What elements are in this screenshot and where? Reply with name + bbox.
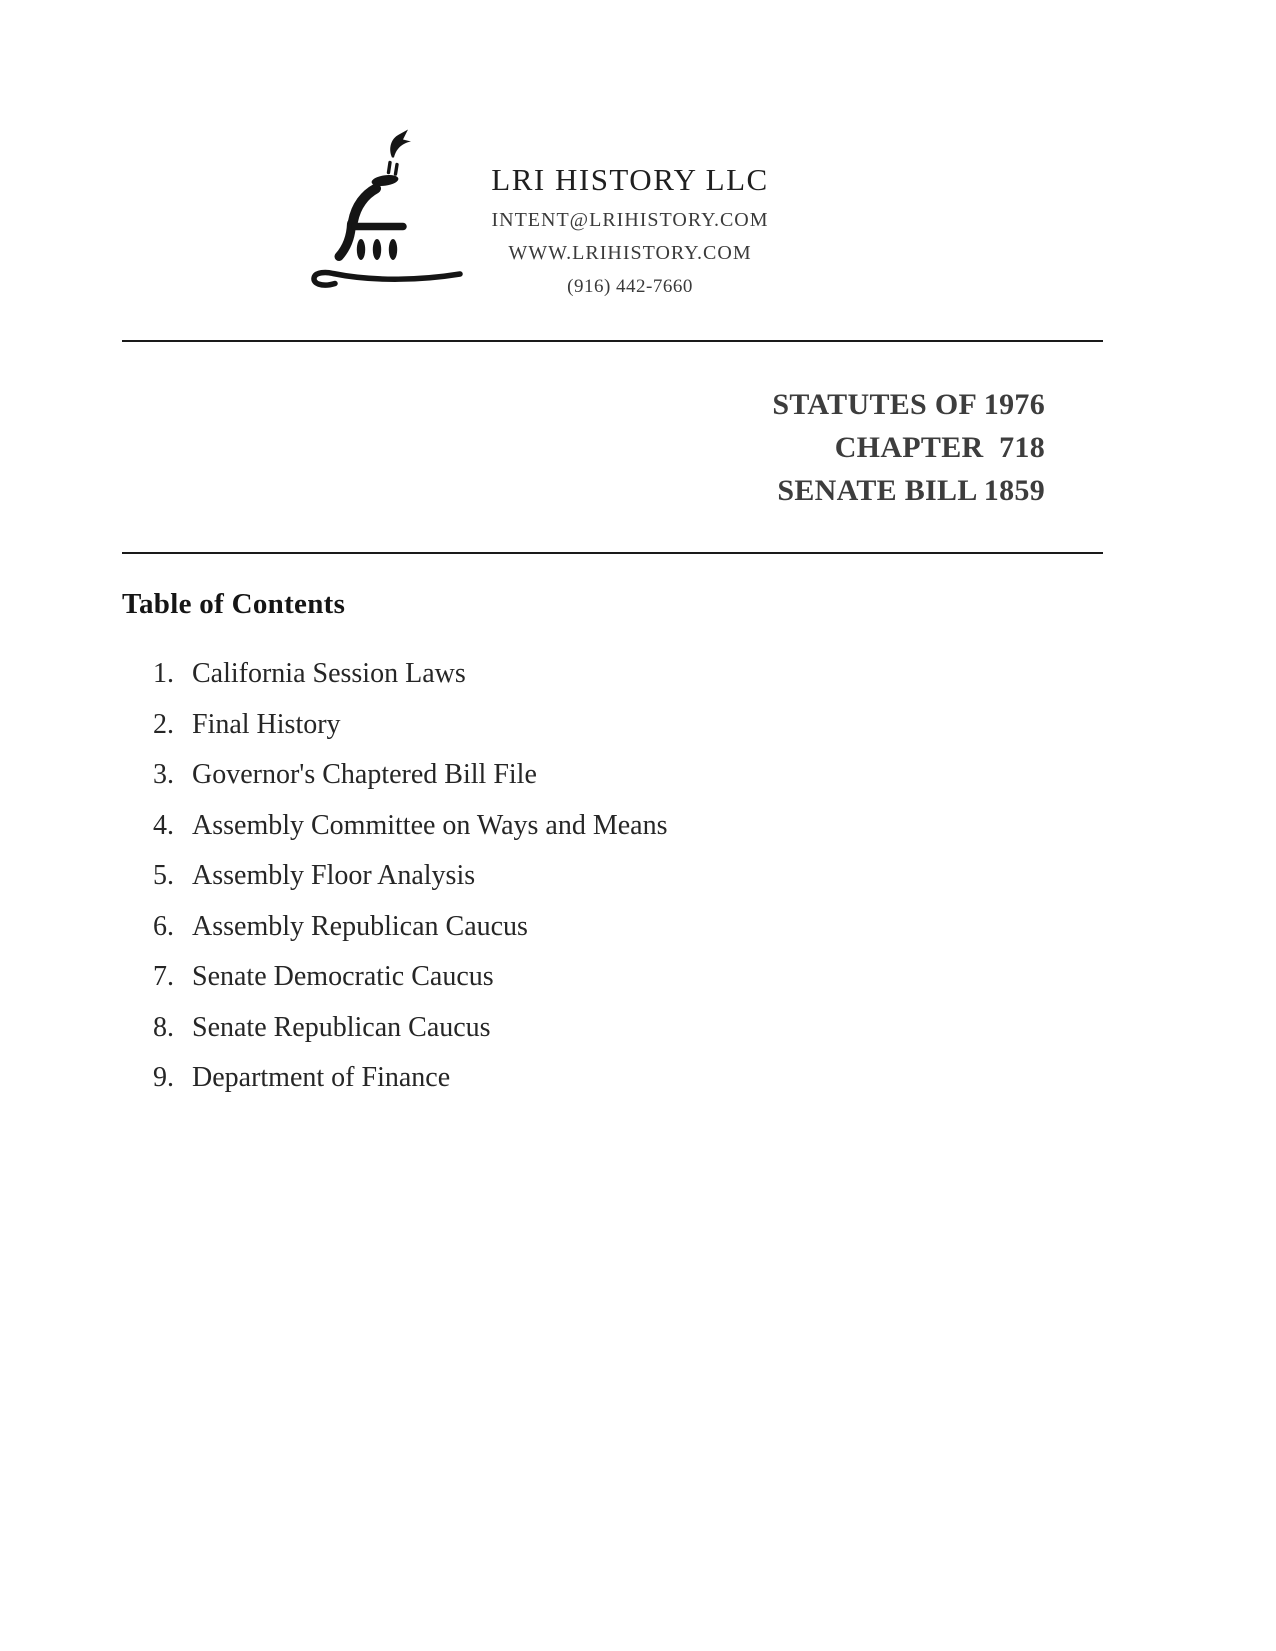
company-website: WWW.LRIHISTORY.COM <box>508 242 752 264</box>
senate-bill-line: SENATE BILL 1859 <box>777 474 1045 507</box>
toc-item-label: Assembly Republican Caucus <box>192 910 528 942</box>
toc-item <box>153 851 668 902</box>
toc-item <box>153 952 668 1003</box>
statutes-line: STATUTES OF 1976 <box>772 388 1045 421</box>
toc-item-label: Assembly Floor Analysis <box>192 860 476 891</box>
toc-item <box>153 1053 668 1104</box>
toc-item-number: 3. <box>153 759 174 790</box>
company-name: LRI HISTORY LLC <box>491 162 769 197</box>
toc-item <box>153 902 668 953</box>
toc-item-number: 4. <box>153 809 174 841</box>
toc-list <box>153 649 668 1104</box>
toc-item <box>153 649 668 700</box>
toc-item-label: Final History <box>192 708 341 740</box>
toc-item <box>153 801 668 852</box>
toc-item <box>153 1003 668 1054</box>
company-email: INTENT@LRIHISTORY.COM <box>491 209 769 231</box>
chapter-line: CHAPTER 718 <box>834 431 1045 464</box>
toc-item-label: Department of Finance <box>192 1062 451 1093</box>
toc-item-label: Governor's Chaptered Bill File <box>192 759 537 790</box>
toc-item-label: California Session Laws <box>192 658 466 689</box>
toc-item-label: Senate Democratic Caucus <box>192 961 494 992</box>
company-phone: (916) 442-7660 <box>567 276 693 297</box>
toc-item <box>153 750 668 801</box>
toc-item-label: Assembly Committee on Ways and Means <box>192 809 668 841</box>
toc-item <box>153 700 668 751</box>
divider-bottom <box>122 552 1103 554</box>
toc-title: Table of Contents <box>122 588 346 620</box>
toc-item-number: 2. <box>153 708 174 740</box>
toc-item-number: 5. <box>153 860 174 891</box>
toc-item-number: 9. <box>153 1062 174 1093</box>
toc-item-number: 1. <box>153 658 174 689</box>
letterhead <box>400 163 860 303</box>
divider-top <box>122 340 1103 342</box>
toc-item-number: 8. <box>153 1011 174 1043</box>
toc-item-label: Senate Republican Caucus <box>192 1011 491 1043</box>
case-info-block <box>772 383 1045 512</box>
toc-item-number: 7. <box>153 961 174 992</box>
toc-item-number: 6. <box>153 910 174 942</box>
